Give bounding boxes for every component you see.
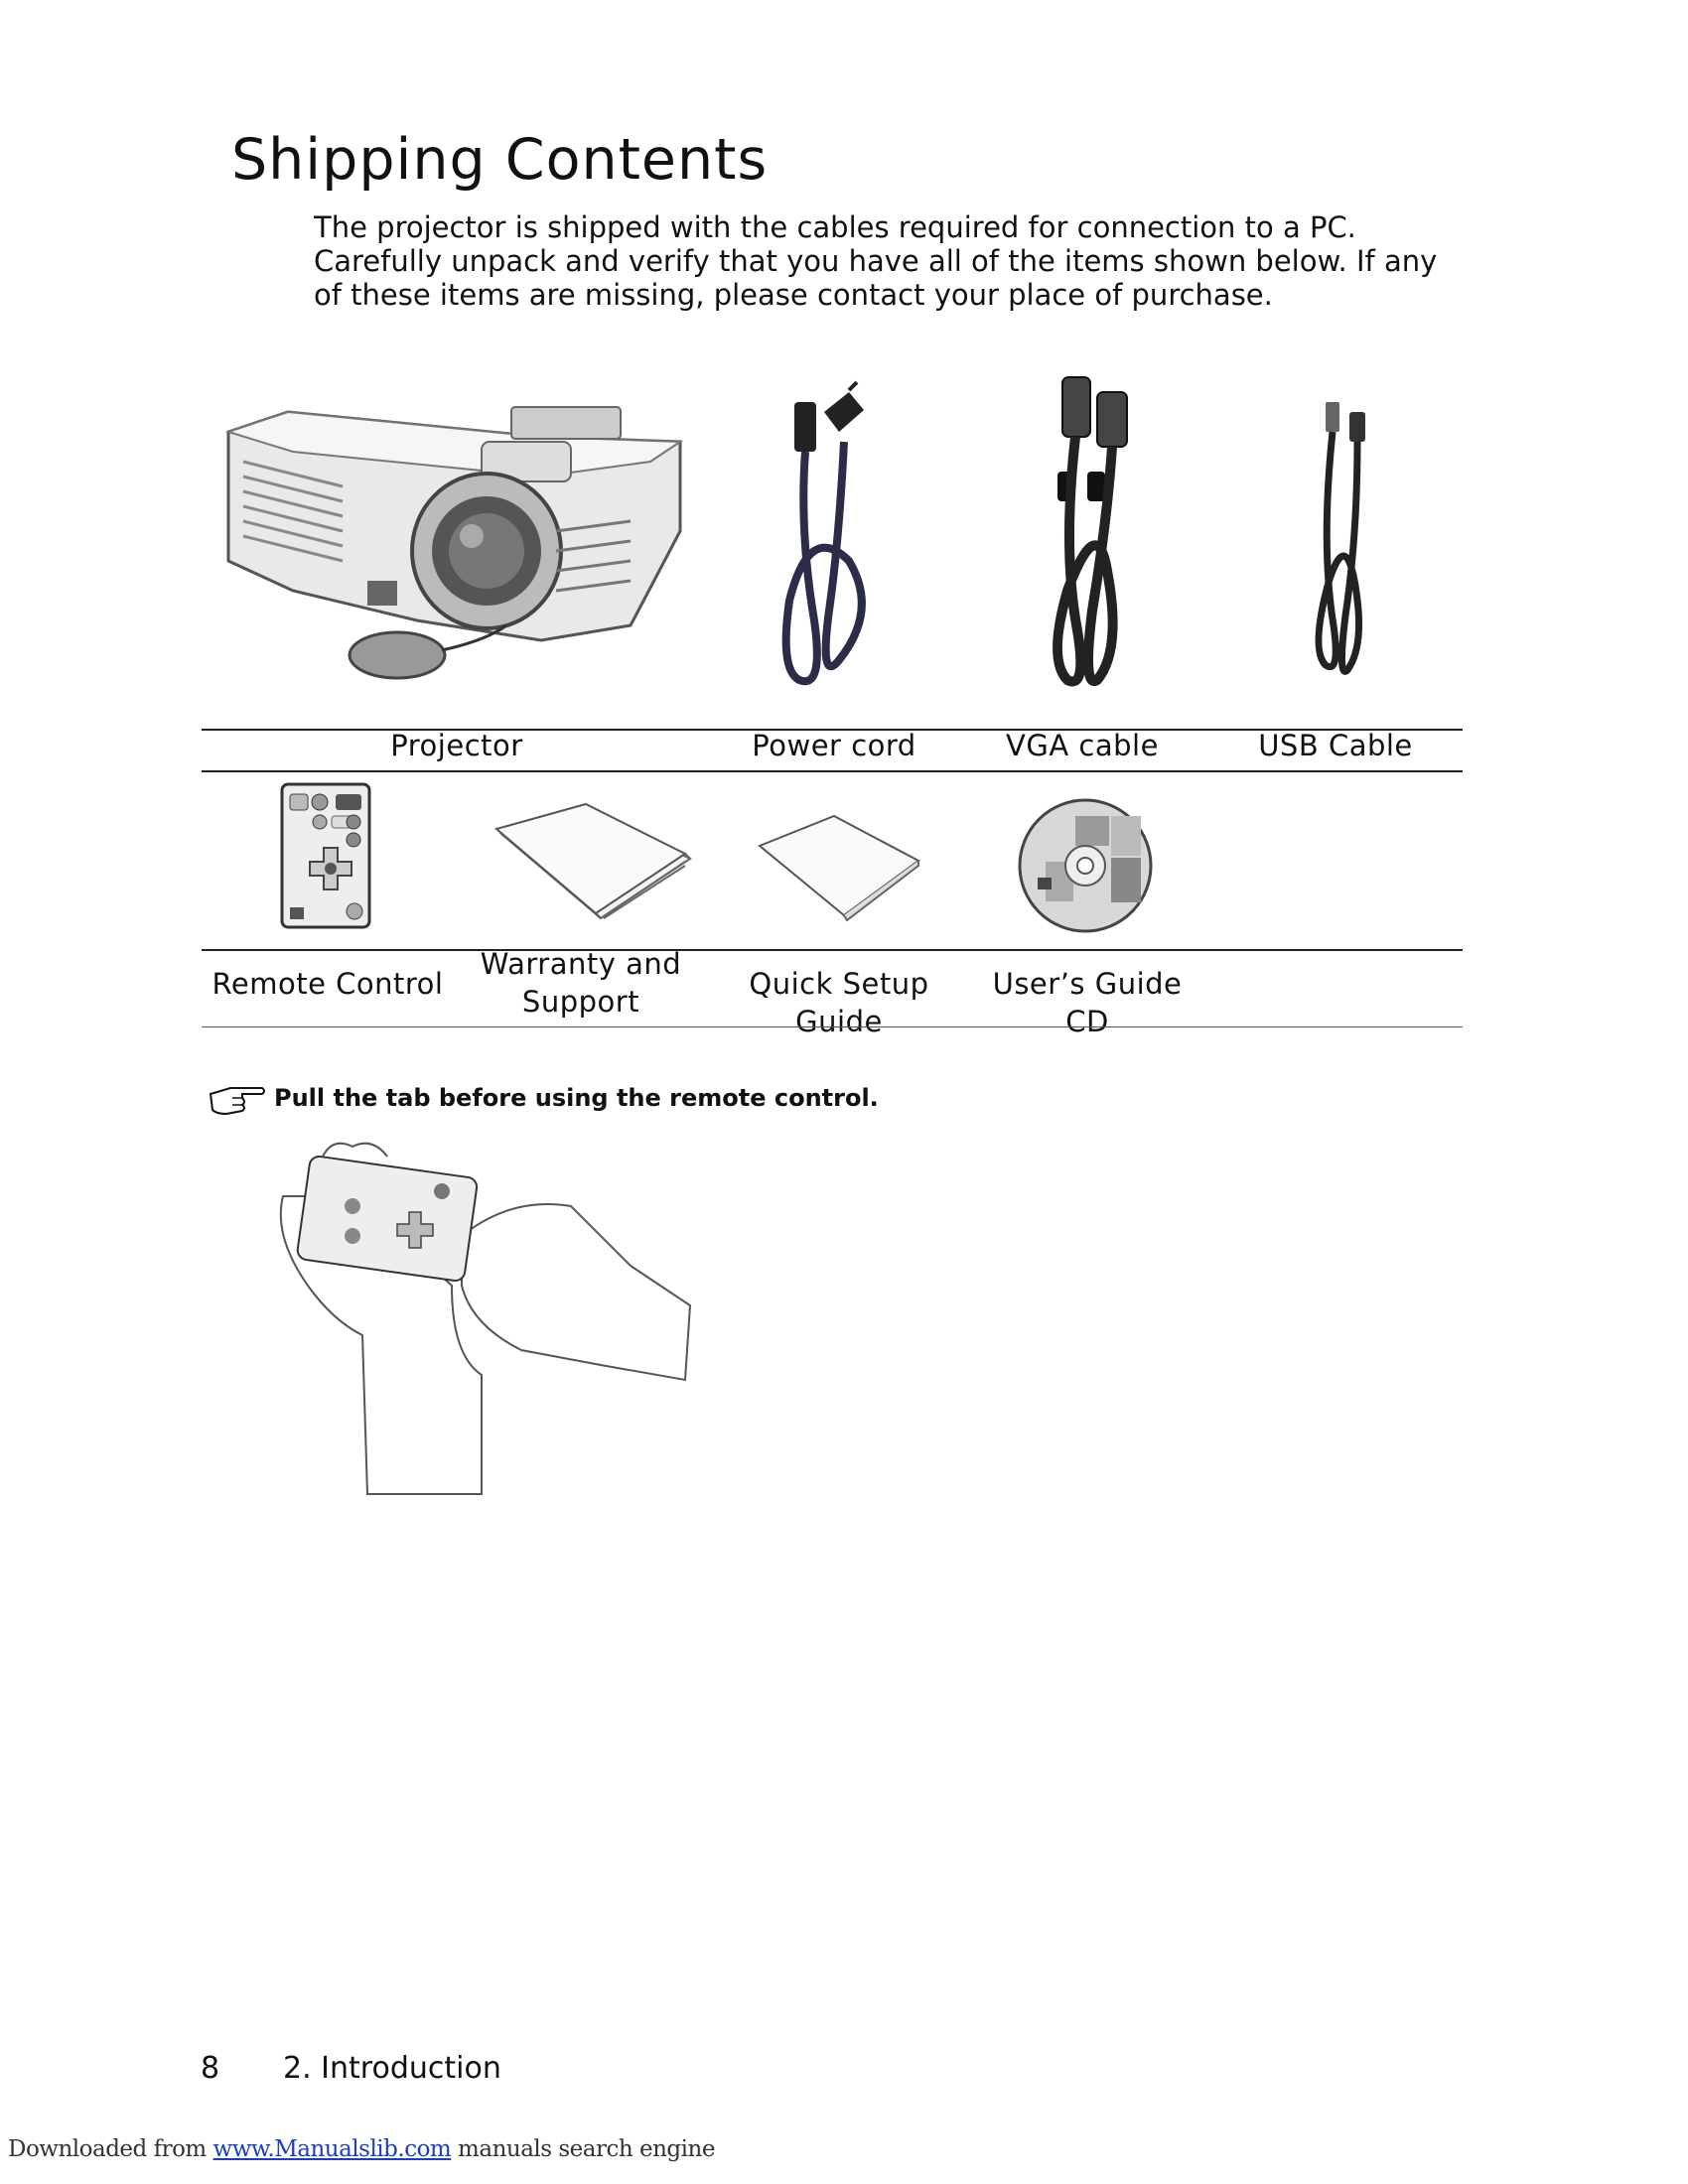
download-banner — [8, 2136, 715, 2162]
caption-projector: Projector — [390, 729, 523, 762]
caption-quick-setup-guide: Quick Setup Guide — [749, 967, 929, 1038]
manualslib-link[interactable]: www.Manualslib.com — [212, 2136, 452, 2162]
cd-image — [1016, 796, 1155, 935]
pointing-hand-icon — [209, 1084, 266, 1116]
vga-cable-image — [1028, 372, 1147, 700]
download-suffix: manuals search engine — [451, 2136, 715, 2162]
page-title: Shipping Contents — [231, 127, 769, 193]
remote-control-image — [280, 782, 371, 929]
caption-users-guide-cd: User’s Guide CD — [992, 967, 1183, 1038]
caption-remote-control: Remote Control — [211, 967, 444, 1001]
table-rule-middle-1 — [202, 770, 1463, 772]
footer-page-number: 8 — [201, 2051, 220, 2086]
caption-warranty-line1: Warranty and — [480, 947, 682, 981]
caption-usb-cable: USB Cable — [1258, 729, 1413, 762]
footer-section: 2. Introduction — [283, 2051, 501, 2086]
hands-remote-illustration — [273, 1137, 690, 1494]
caption-power-cord: Power cord — [752, 729, 916, 762]
power-cord-image — [770, 382, 889, 700]
usb-cable-image — [1306, 397, 1385, 685]
warranty-booklets-image — [496, 804, 690, 918]
note-text: Pull the tab before using the remote control. — [274, 1084, 879, 1112]
quick-setup-guide-image — [760, 816, 918, 920]
table-rule-middle-2 — [202, 949, 1463, 951]
projector-image — [213, 392, 680, 690]
download-prefix: Downloaded from — [8, 2136, 213, 2162]
caption-vga-cable: VGA cable — [1006, 729, 1159, 762]
caption-warranty-line2: Support — [521, 985, 640, 1019]
table-rule-bottom — [202, 1026, 1463, 1027]
intro-paragraph: The projector is shipped with the cables required for connection to a PC. Carefully unpack and verify that you have all of the items shown below. If any of these items are missing, please contact your place of purchase. — [314, 210, 1438, 312]
